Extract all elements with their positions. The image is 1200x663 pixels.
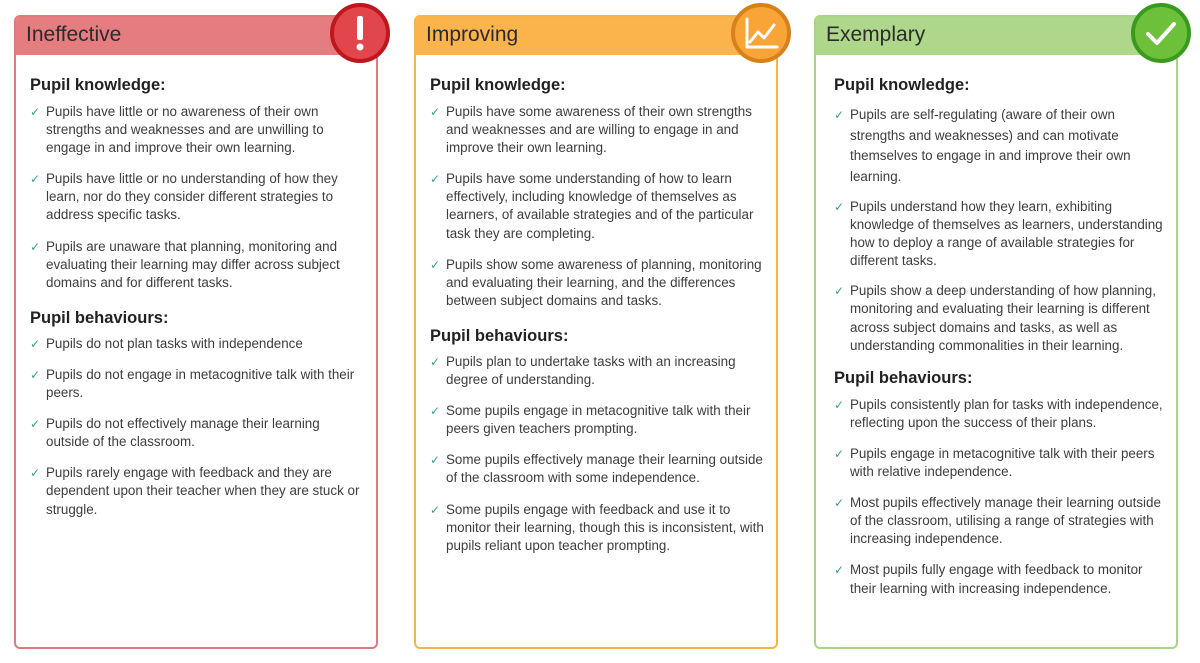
list-item: ✓ Pupils consistently plan for tasks with independence, reflecting upon the success of their plans. bbox=[834, 396, 1163, 430]
knowledge-heading: Pupil knowledge: bbox=[430, 76, 566, 94]
check-icon: ✓ bbox=[30, 172, 41, 187]
check-icon: ✓ bbox=[834, 496, 845, 511]
behaviours-list bbox=[834, 396, 1166, 598]
improving-card bbox=[414, 15, 778, 649]
check-icon: ✓ bbox=[834, 108, 845, 122]
check-icon: ✓ bbox=[30, 417, 41, 432]
check-icon: ✓ bbox=[834, 563, 845, 578]
list-item: ✓ Pupils understand how they learn, exhibiting knowledge of themselves as learners, understanding how to deploy a range of available strategies for different tasks. bbox=[834, 199, 1163, 269]
trend-chart-icon bbox=[731, 3, 791, 63]
list-item: ✓ Pupils show some awareness of planning, monitoring and evaluating their learning, and the differences between subject domains and tasks. bbox=[430, 256, 762, 308]
knowledge-list bbox=[30, 103, 366, 292]
list-item: ✓ Most pupils effectively manage their learning outside of the classroom, utilising a range of strategies with increasing independence. bbox=[834, 495, 1161, 547]
list-item: ✓ Pupils show a deep understanding of how planning, monitoring and evaluating their learning is different across subject domains and tasks, as well as understanding commonalities in their learning. bbox=[834, 283, 1156, 353]
card-title: Exemplary bbox=[816, 17, 1176, 55]
list-item: ✓ Some pupils effectively manage their learning outside of the classroom with some independence. bbox=[430, 452, 763, 486]
list-item: ✓ Pupils rarely engage with feedback and they are dependent upon their teacher when they are stuck or struggle. bbox=[30, 465, 360, 517]
list-item: ✓ Pupils do not plan tasks with independence bbox=[30, 335, 366, 353]
list-item: ✓ Pupils have little or no awareness of their own strengths and weaknesses and are unwilling to engage in and improve their own learning. bbox=[30, 104, 324, 156]
check-icon: ✓ bbox=[430, 354, 441, 369]
check-icon: ✓ bbox=[30, 336, 41, 351]
list-item: ✓ Some pupils engage with feedback and use it to monitor their learning, though this is inconsistent, with pupils reliant upon teacher prompting. bbox=[430, 501, 764, 553]
check-icon: ✓ bbox=[430, 257, 441, 272]
exclamation-icon bbox=[330, 3, 390, 63]
behaviours-list bbox=[430, 353, 766, 555]
check-icon: ✓ bbox=[430, 105, 441, 119]
check-icon: ✓ bbox=[30, 367, 41, 382]
check-icon: ✓ bbox=[430, 404, 441, 419]
behaviours-list bbox=[30, 335, 366, 519]
list-item: ✓ Pupils are self-regulating (aware of their own strengths and weaknesses) and can motivate themselves to engage in and improve their own learning. bbox=[834, 107, 1131, 184]
list-item: ✓ Pupils have some understanding of how to learn effectively, including knowledge of themselves as learners, of available strategies and of the particular task they are completing. bbox=[430, 171, 754, 241]
behaviours-heading: Pupil behaviours: bbox=[30, 308, 169, 327]
behaviours-heading: Pupil behaviours: bbox=[430, 326, 569, 345]
check-icon: ✓ bbox=[834, 397, 845, 412]
exemplary-card bbox=[814, 15, 1178, 649]
check-icon: ✓ bbox=[30, 466, 41, 481]
knowledge-heading: Pupil knowledge: bbox=[834, 76, 970, 94]
check-icon: ✓ bbox=[834, 284, 845, 299]
knowledge-heading: Pupil knowledge: bbox=[30, 76, 166, 94]
list-item: ✓ Pupils do not effectively manage their learning outside of the classroom. bbox=[30, 416, 320, 450]
list-item: ✓ Pupils plan to undertake tasks with an increasing degree of understanding. bbox=[430, 353, 736, 388]
list-item: ✓ Most pupils fully engage with feedback to monitor their learning with increasing independence. bbox=[834, 562, 1143, 596]
list-item: ✓ Pupils do not engage in metacognitive talk with their peers. bbox=[30, 366, 355, 401]
list-item: ✓ Pupils have little or no understanding of how they learn, nor do they consider different strategies to address specific tasks. bbox=[30, 171, 338, 223]
check-icon: ✓ bbox=[834, 200, 845, 214]
checkmark-icon bbox=[1131, 3, 1191, 63]
knowledge-list bbox=[834, 105, 1166, 355]
card-title: Improving bbox=[416, 17, 776, 55]
list-item: ✓ Pupils are unaware that planning, monitoring and evaluating their learning may differ across subject domains and for different tasks. bbox=[30, 238, 340, 290]
list-item: ✓ Some pupils engage in metacognitive talk with their peers given teachers prompting. bbox=[430, 403, 751, 437]
card-title: Ineffective bbox=[16, 17, 376, 55]
check-icon: ✓ bbox=[430, 502, 441, 517]
list-item: ✓ Pupils have some awareness of their own strengths and weaknesses and are willing to engage in and improve their own learning. bbox=[430, 104, 752, 156]
check-icon: ✓ bbox=[834, 446, 845, 461]
knowledge-list bbox=[430, 103, 766, 310]
check-icon: ✓ bbox=[430, 172, 441, 187]
check-icon: ✓ bbox=[30, 239, 41, 254]
ineffective-card bbox=[14, 15, 378, 649]
behaviours-heading: Pupil behaviours: bbox=[834, 368, 973, 387]
check-icon: ✓ bbox=[430, 453, 441, 468]
check-icon: ✓ bbox=[30, 105, 41, 119]
list-item: ✓ Pupils engage in metacognitive talk with their peers with relative independence. bbox=[834, 445, 1155, 480]
